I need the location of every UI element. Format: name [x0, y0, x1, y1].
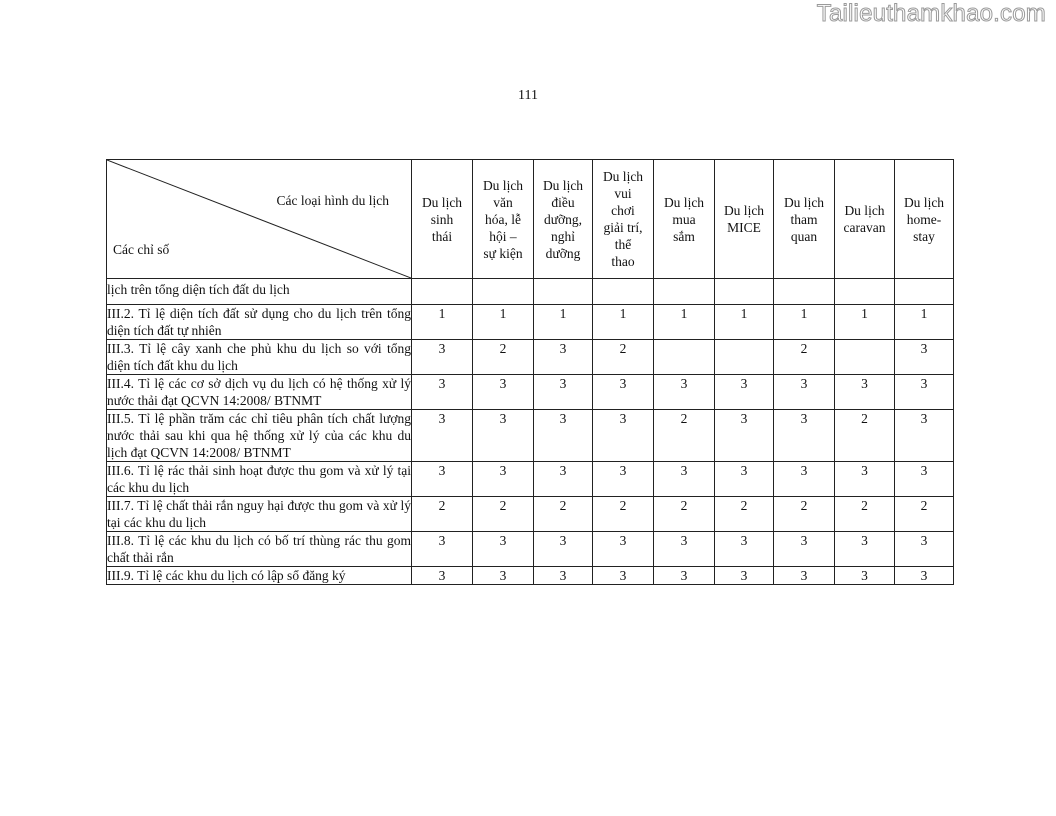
- value-cell: 1: [654, 305, 715, 340]
- corner-header-cell: [107, 160, 412, 279]
- value-cell: 2: [774, 497, 835, 532]
- value-cell: 3: [473, 532, 534, 567]
- indicator-cell: III.5. Tỉ lệ phần trăm các chỉ tiêu phân tích chất lượng nước thải sau khi qua hệ thống xử lý của các khu du lịch đạt QCVN 14:2008/ BTNMT: [107, 411, 411, 460]
- value-cell: 2: [654, 410, 715, 462]
- column-header-line: Du lịch: [783, 194, 825, 210]
- value-cell: 3: [895, 410, 954, 462]
- value-cell: 2: [593, 497, 654, 532]
- column-header-line: nghỉ: [550, 228, 575, 244]
- corner-bottom-label: Các chỉ số: [113, 242, 170, 257]
- value-cell: 3: [654, 567, 715, 585]
- criteria-table: [106, 159, 954, 585]
- value-cell: 3: [593, 567, 654, 585]
- value-cell: 1: [593, 305, 654, 340]
- column-header-line: Du lịch: [663, 194, 705, 210]
- value-cell: 3: [473, 410, 534, 462]
- value-cell: 3: [412, 375, 473, 410]
- indicator-cell: III.2. Tỉ lệ diện tích đất sử dụng cho du lịch trên tổng diện tích đất tự nhiên: [107, 306, 411, 338]
- column-header-line: dưỡng,: [543, 211, 583, 227]
- value-cell: [774, 279, 835, 305]
- column-header-line: Du lịch: [482, 177, 524, 193]
- value-cell: 3: [835, 375, 895, 410]
- value-cell: 3: [473, 567, 534, 585]
- watermark: Tailieuthamkhao.com: [816, 0, 1046, 27]
- column-header-line: thể: [614, 237, 632, 252]
- value-cell: 3: [774, 375, 835, 410]
- value-cell: [654, 279, 715, 305]
- table-row: [107, 497, 954, 532]
- value-cell: [835, 340, 895, 375]
- value-cell: 3: [593, 375, 654, 410]
- table-row: [107, 340, 954, 375]
- column-header-line: Du lịch: [903, 194, 945, 210]
- value-cell: 1: [835, 305, 895, 340]
- value-cell: 2: [835, 410, 895, 462]
- value-cell: 1: [774, 305, 835, 340]
- table-row: [107, 279, 954, 305]
- value-cell: 3: [774, 532, 835, 567]
- indicator-cell: III.6. Tỉ lệ rác thải sinh hoạt được thu gom và xử lý tại các khu du lịch: [107, 463, 411, 495]
- table-row: [107, 567, 954, 585]
- value-cell: 3: [412, 410, 473, 462]
- value-cell: 3: [534, 567, 593, 585]
- value-cell: 3: [774, 567, 835, 585]
- value-cell: 2: [593, 340, 654, 375]
- table-row: [107, 410, 954, 462]
- column-header: [774, 160, 835, 279]
- column-header-line: vui: [614, 186, 632, 201]
- column-header: [654, 160, 715, 279]
- column-header-line: quan: [790, 228, 818, 244]
- value-cell: 2: [715, 497, 774, 532]
- corner-top-label: Các loại hình du lịch: [276, 193, 389, 208]
- column-header-line: điều: [551, 194, 575, 210]
- value-cell: 3: [534, 462, 593, 497]
- value-cell: [715, 340, 774, 375]
- value-cell: 3: [593, 532, 654, 567]
- header-row: [107, 160, 954, 279]
- indicator-cell: III.4. Tỉ lệ các cơ sở dịch vụ du lịch có hệ thống xử lý nước thải đạt QCVN 14:2008/ BTNMT: [107, 376, 411, 408]
- value-cell: 3: [412, 462, 473, 497]
- table-row: [107, 532, 954, 567]
- column-header-line: mua: [672, 211, 696, 227]
- value-cell: 3: [654, 532, 715, 567]
- column-header-line: thao: [611, 254, 635, 269]
- value-cell: 3: [774, 410, 835, 462]
- value-cell: 1: [895, 305, 954, 340]
- column-header-line: sự kiện: [483, 245, 523, 261]
- column-header-line: Du lịch: [421, 194, 463, 210]
- value-cell: 3: [715, 532, 774, 567]
- value-cell: 3: [534, 375, 593, 410]
- value-cell: 3: [593, 462, 654, 497]
- value-cell: 3: [774, 462, 835, 497]
- value-cell: 2: [774, 340, 835, 375]
- value-cell: 3: [412, 567, 473, 585]
- value-cell: 3: [473, 462, 534, 497]
- value-cell: 3: [835, 532, 895, 567]
- value-cell: 3: [895, 375, 954, 410]
- column-header-line: chơi: [611, 203, 635, 218]
- value-cell: [593, 279, 654, 305]
- column-header: [715, 160, 774, 279]
- indicator-cell: III.7. Tỉ lệ chất thải rắn nguy hại được thu gom và xử lý tại các khu du lịch: [107, 498, 411, 530]
- indicator-cell: lịch trên tổng diện tích đất du lịch: [107, 279, 412, 305]
- value-cell: 3: [715, 375, 774, 410]
- value-cell: 3: [835, 462, 895, 497]
- value-cell: 3: [534, 340, 593, 375]
- diagonal-line: [107, 160, 411, 278]
- column-header: [895, 160, 954, 279]
- indicator-cell: III.3. Tỉ lệ cây xanh che phủ khu du lịch so với tổng diện tích đất khu du lịch: [107, 341, 411, 373]
- column-header: [534, 160, 593, 279]
- value-cell: 3: [715, 462, 774, 497]
- column-header: [473, 160, 534, 279]
- value-cell: 2: [473, 497, 534, 532]
- table-header: [107, 160, 954, 279]
- table-row: [107, 462, 954, 497]
- value-cell: [654, 340, 715, 375]
- page-number: 111: [518, 88, 538, 103]
- value-cell: 1: [534, 305, 593, 340]
- indicator-cell: III.9. Tỉ lệ các khu du lịch có lập sổ đăng ký: [107, 567, 412, 585]
- indicator-cell: III.8. Tỉ lệ các khu du lịch có bố trí thùng rác thu gom chất thải rắn: [107, 533, 411, 565]
- column-header-line: stay: [913, 228, 935, 244]
- value-cell: 3: [412, 340, 473, 375]
- value-cell: 2: [473, 340, 534, 375]
- column-header-line: caravan: [843, 220, 886, 235]
- value-cell: 3: [715, 567, 774, 585]
- value-cell: [473, 279, 534, 305]
- value-cell: 3: [895, 567, 954, 585]
- value-cell: 3: [715, 410, 774, 462]
- value-cell: 2: [654, 497, 715, 532]
- column-header: [835, 160, 895, 279]
- value-cell: 3: [654, 375, 715, 410]
- value-cell: 1: [473, 305, 534, 340]
- value-cell: 3: [654, 462, 715, 497]
- value-cell: 3: [835, 567, 895, 585]
- column-header: [412, 160, 473, 279]
- value-cell: 3: [534, 532, 593, 567]
- column-header-line: dưỡng: [545, 245, 581, 261]
- column-header-line: Du lịch: [602, 169, 644, 184]
- column-header-line: thái: [431, 228, 453, 244]
- value-cell: [895, 279, 954, 305]
- value-cell: 3: [895, 462, 954, 497]
- table-body: [107, 279, 954, 585]
- column-header-line: văn: [493, 194, 513, 210]
- column-header-line: Du lịch: [844, 203, 885, 218]
- value-cell: [534, 279, 593, 305]
- value-cell: 3: [593, 410, 654, 462]
- column-header: [593, 160, 654, 279]
- value-cell: 3: [412, 532, 473, 567]
- value-cell: 3: [534, 410, 593, 462]
- column-header-line: MICE: [727, 220, 761, 235]
- column-header-line: hội –: [489, 228, 517, 244]
- column-header-line: Du lịch: [723, 203, 765, 218]
- value-cell: 2: [534, 497, 593, 532]
- value-cell: [715, 279, 774, 305]
- table-row: [107, 305, 954, 340]
- value-cell: 3: [473, 375, 534, 410]
- value-cell: 2: [895, 497, 954, 532]
- column-header-line: home-: [906, 211, 942, 227]
- column-header-line: sinh: [430, 211, 454, 227]
- value-cell: [835, 279, 895, 305]
- column-header-line: Du lịch: [542, 177, 584, 193]
- column-header-line: hóa, lễ: [485, 211, 521, 227]
- column-header-line: giải trí,: [603, 220, 643, 235]
- column-header-line: tham: [790, 211, 818, 227]
- value-cell: 1: [412, 305, 473, 340]
- column-header-line: sắm: [673, 228, 695, 244]
- value-cell: 3: [895, 340, 954, 375]
- value-cell: 2: [835, 497, 895, 532]
- value-cell: 3: [895, 532, 954, 567]
- value-cell: [412, 279, 473, 305]
- value-cell: 1: [715, 305, 774, 340]
- table-row: [107, 375, 954, 410]
- value-cell: 2: [412, 497, 473, 532]
